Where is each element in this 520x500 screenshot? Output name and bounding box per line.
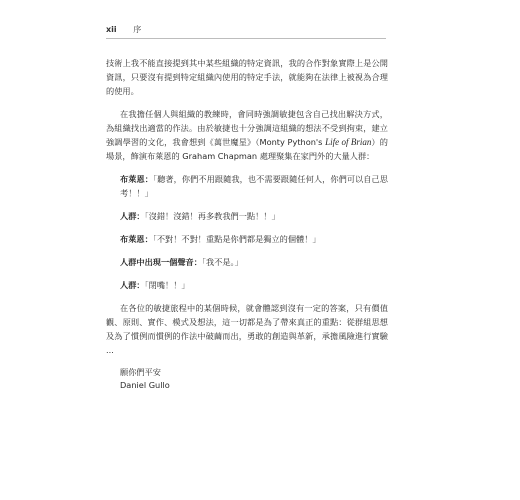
dialogue-speaker: 人群： [120,211,145,221]
dialogue-line [106,172,388,200]
paragraph-3: 在各位的敏捷旅程中的某個時候，就會體認到沒有一定的答案，只有價值觀、原則、實作、模式及想法，這一切都是為了帶來真正的重點：從群組思想及為了慣例而慣例的作法中破繭而出，勇敢的創造與革新，承擔風險進行實驗 ... [106,303,388,355]
dialogue-speaker: 人群中出現一個聲音： [120,257,202,267]
page-body [106,56,388,392]
signature-name: Daniel Gullo [120,380,170,390]
running-header [106,24,141,35]
signature-block [106,366,388,392]
dialogue-line [106,209,388,223]
dialogue-line [106,232,388,246]
header-rule [106,38,386,39]
dialogue-speaker: 人群： [120,280,145,290]
dialogue-text: 「沒錯！沒錯！再多教我們一點！！」 [144,211,280,221]
page-number: xii [106,25,117,34]
paragraph-2-text-a: 在我擔任個人與組織的教練時，會同時強調敏捷包含自己找出解決方式，為組織找出適當的作法。由於敏捷也十分強調這組織的想法不受到拘束，建立強調學習的文化，我會想到《萬世魔星》（Monty Python's [106,109,388,147]
dialogue-text: 「我不是。」 [201,257,243,267]
dialogue-text: 「不對！不對！重點是你們都是獨立的個體！」 [152,234,321,244]
paragraph-2-text-b: ）的場景，飾演布萊恩的 Graham Chapman 處理聚集在家門外的大量人群： [106,137,388,161]
dialogue-text: 「閉嘴！！」 [144,280,190,290]
signature-closing: 願你們平安 [120,367,161,377]
paragraph-2 [106,107,388,163]
movie-title-italic: Life of Brian [325,137,372,147]
dialogue-line [106,255,388,269]
dialogue-speaker: 布萊恩： [120,174,153,184]
dialogue-speaker: 布萊恩： [120,234,153,244]
paragraph-1: 技術上我不能直接提到其中某些組織的特定資訊，我的合作對象實際上是公開資訊，只要沒有提到特定組織內使用的特定手法，就能夠在法律上被視為合理的使用。 [106,58,388,96]
dialogue-line [106,278,388,292]
dialogue-text: 「聽著，你們不用跟隨我，也不需要跟隨任何人，你們可以自己思考！！」 [120,174,388,198]
section-title: 序 [133,25,142,34]
